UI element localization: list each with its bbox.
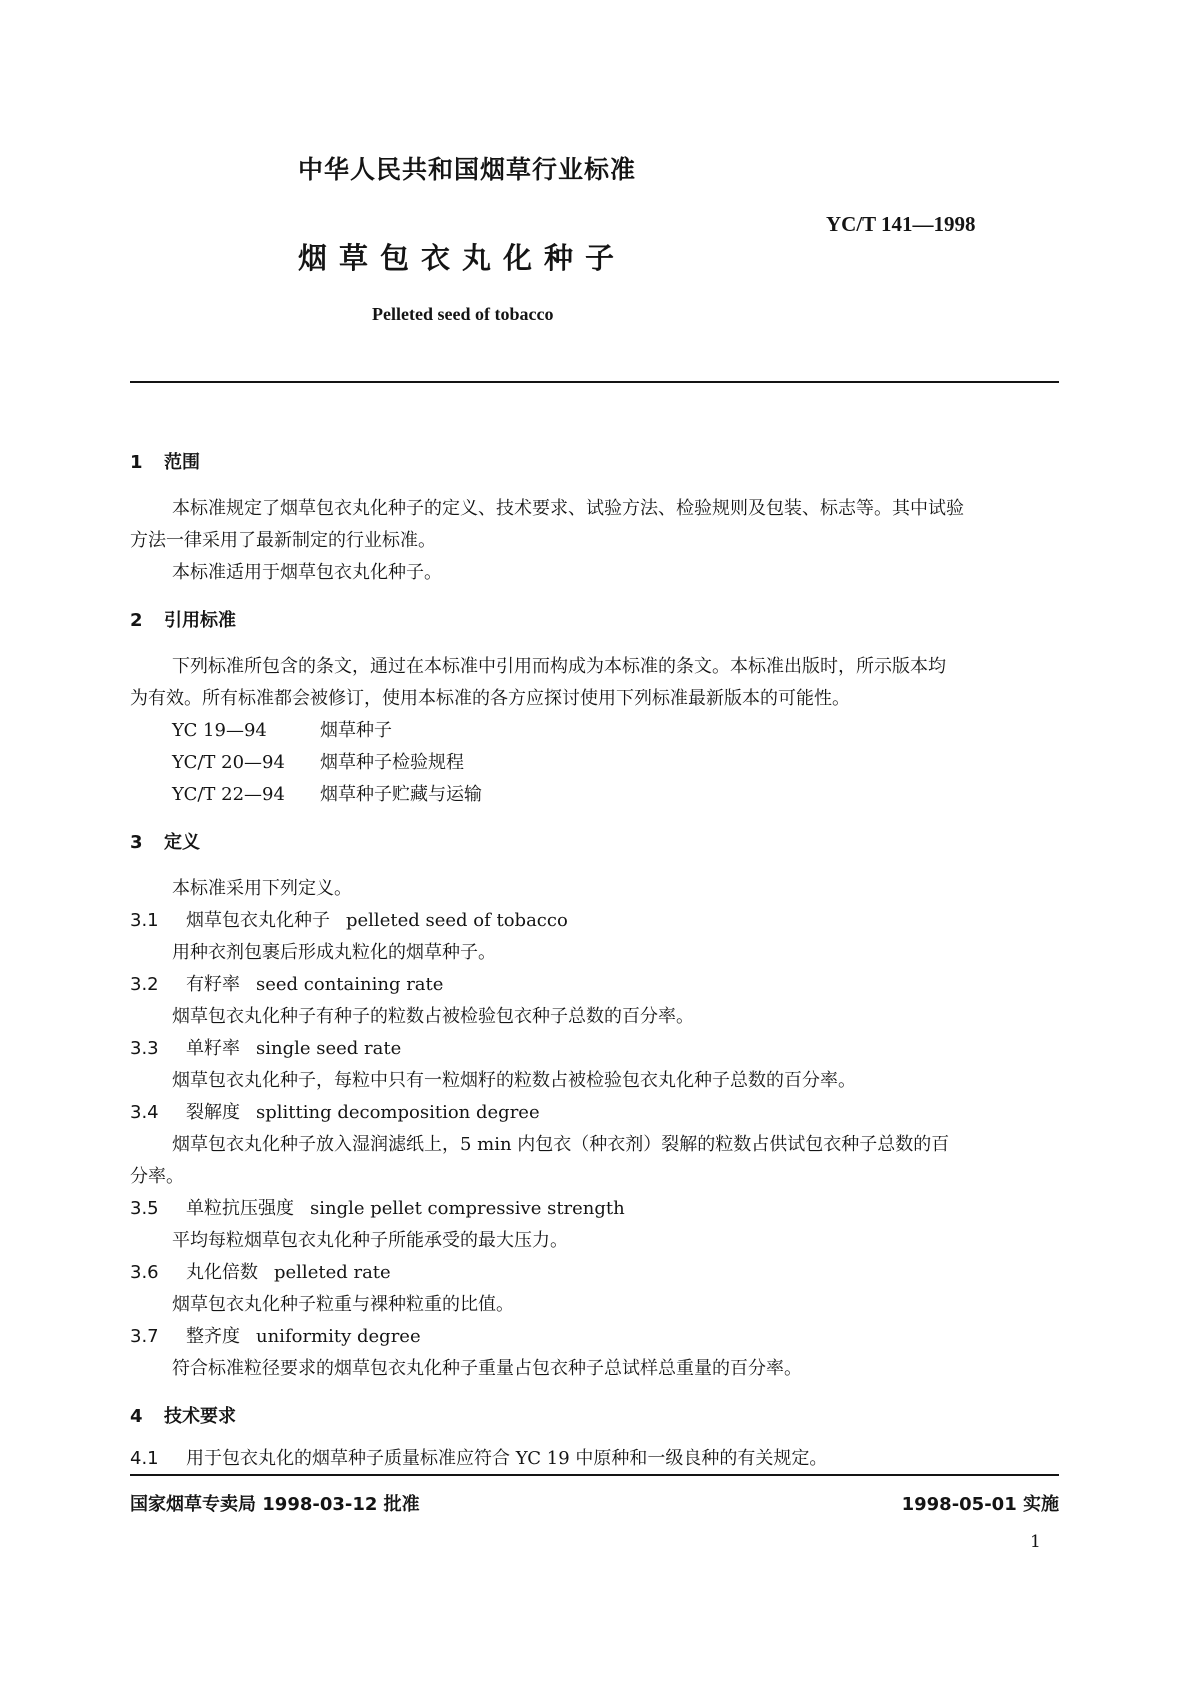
definition-term: 裂解度 xyxy=(186,1102,240,1123)
effective-date: 1998-05-01 实施 xyxy=(901,1494,1059,1515)
page-number: 1 xyxy=(1030,1532,1041,1552)
definition-term: 单籽率 xyxy=(186,1038,240,1059)
definition-term-english: single pellet compressive strength xyxy=(310,1198,625,1219)
section-1-paragraph-line: 本标准规定了烟草包衣丸化种子的定义、技术要求、试验方法、检验规则及包装、标志等。其中试验 xyxy=(172,498,964,519)
definition-term: 单粒抗压强度 xyxy=(186,1198,294,1219)
definition-term-english: seed containing rate xyxy=(256,974,444,995)
section-4-heading xyxy=(130,1402,236,1428)
definition-term: 有籽率 xyxy=(186,974,240,995)
definition-description: 用种衣剂包裹后形成丸粒化的烟草种子。 xyxy=(172,942,496,963)
reference-code: YC/T 20—94 xyxy=(172,752,285,773)
definition-term-line xyxy=(130,1258,391,1284)
clause-text: 用于包衣丸化的烟草种子质量标准应符合 YC 19 中原种和一级良种的有关规定。 xyxy=(186,1448,828,1469)
section-number: 2 xyxy=(130,610,143,631)
document-title: 烟草包衣丸化种子 xyxy=(298,241,627,275)
definition-description: 平均每粒烟草包衣丸化种子所能承受的最大压力。 xyxy=(172,1230,568,1251)
header-divider xyxy=(130,381,1059,383)
approval-date: 国家烟草专卖局 1998-03-12 批准 xyxy=(130,1494,420,1515)
definition-term: 丸化倍数 xyxy=(186,1262,258,1283)
reference-item xyxy=(172,780,482,806)
section-title: 定义 xyxy=(164,832,200,853)
clause-number: 4.1 xyxy=(130,1448,159,1469)
definition-number: 3.1 xyxy=(130,910,159,931)
section-1-heading xyxy=(130,448,200,474)
definition-term-english: pelleted seed of tobacco xyxy=(346,910,568,931)
definition-description-continued: 分率。 xyxy=(130,1166,184,1187)
definition-term-english: uniformity degree xyxy=(256,1326,421,1347)
document-title-english: Pelleted seed of tobacco xyxy=(372,304,554,324)
section-2-heading xyxy=(130,606,236,632)
reference-item xyxy=(172,716,392,742)
section-title: 技术要求 xyxy=(164,1406,236,1427)
definition-term-line xyxy=(130,1098,540,1124)
footer-divider xyxy=(130,1474,1059,1476)
definition-description: 烟草包衣丸化种子，每粒中只有一粒烟籽的粒数占被检验包衣丸化种子总数的百分率。 xyxy=(172,1070,856,1091)
reference-name: 烟草种子 xyxy=(320,720,392,741)
section-2-paragraph-line: 下列标准所包含的条文，通过在本标准中引用而构成为本标准的条文。本标准出版时，所示版本均 xyxy=(172,656,946,677)
standard-number: YC/T 141—1998 xyxy=(826,212,976,236)
definition-description: 符合标准粒径要求的烟草包衣丸化种子重量占包衣种子总试样总重量的百分率。 xyxy=(172,1358,802,1379)
section-3-heading xyxy=(130,828,200,854)
reference-item xyxy=(172,748,464,774)
definition-number: 3.5 xyxy=(130,1198,159,1219)
section-number: 3 xyxy=(130,832,143,853)
reference-name: 烟草种子贮藏与运输 xyxy=(320,784,482,805)
section-1-scope-paragraph: 本标准适用于烟草包衣丸化种子。 xyxy=(172,562,442,583)
definition-term-english: single seed rate xyxy=(256,1038,402,1059)
definition-term-english: splitting decomposition degree xyxy=(256,1102,540,1123)
definition-term-english: pelleted rate xyxy=(274,1262,391,1283)
section-1-paragraph-line: 方法一律采用了最新制定的行业标准。 xyxy=(130,530,436,551)
definition-number: 3.4 xyxy=(130,1102,159,1123)
definition-term-line xyxy=(130,906,568,932)
issuing-organization: 中华人民共和国烟草行业标准 xyxy=(298,155,637,184)
definition-term-line xyxy=(130,1194,625,1220)
definition-term: 整齐度 xyxy=(186,1326,240,1347)
definition-description: 烟草包衣丸化种子有种子的粒数占被检验包衣种子总数的百分率。 xyxy=(172,1006,694,1027)
definition-number: 3.7 xyxy=(130,1326,159,1347)
clause-4-1 xyxy=(130,1444,827,1470)
definition-term-line xyxy=(130,970,443,996)
definition-description: 烟草包衣丸化种子粒重与裸种粒重的比值。 xyxy=(172,1294,514,1315)
section-3-intro: 本标准采用下列定义。 xyxy=(172,878,352,899)
definition-term-line xyxy=(130,1322,421,1348)
definition-number: 3.3 xyxy=(130,1038,159,1059)
reference-code: YC/T 22—94 xyxy=(172,784,285,805)
reference-code: YC 19—94 xyxy=(172,720,267,741)
definition-term: 烟草包衣丸化种子 xyxy=(186,910,330,931)
reference-name: 烟草种子检验规程 xyxy=(320,752,464,773)
definition-number: 3.2 xyxy=(130,974,159,995)
definition-description: 烟草包衣丸化种子放入湿润滤纸上，5 min 内包衣（种衣剂）裂解的粒数占供试包衣种子总数的百 xyxy=(172,1134,950,1155)
section-title: 范围 xyxy=(164,452,200,473)
section-2-paragraph-line: 为有效。所有标准都会被修订，使用本标准的各方应探讨使用下列标准最新版本的可能性。 xyxy=(130,688,850,709)
definition-number: 3.6 xyxy=(130,1262,159,1283)
section-number: 1 xyxy=(130,452,143,473)
definition-term-line xyxy=(130,1034,401,1060)
section-number: 4 xyxy=(130,1406,143,1427)
section-title: 引用标准 xyxy=(164,610,236,631)
